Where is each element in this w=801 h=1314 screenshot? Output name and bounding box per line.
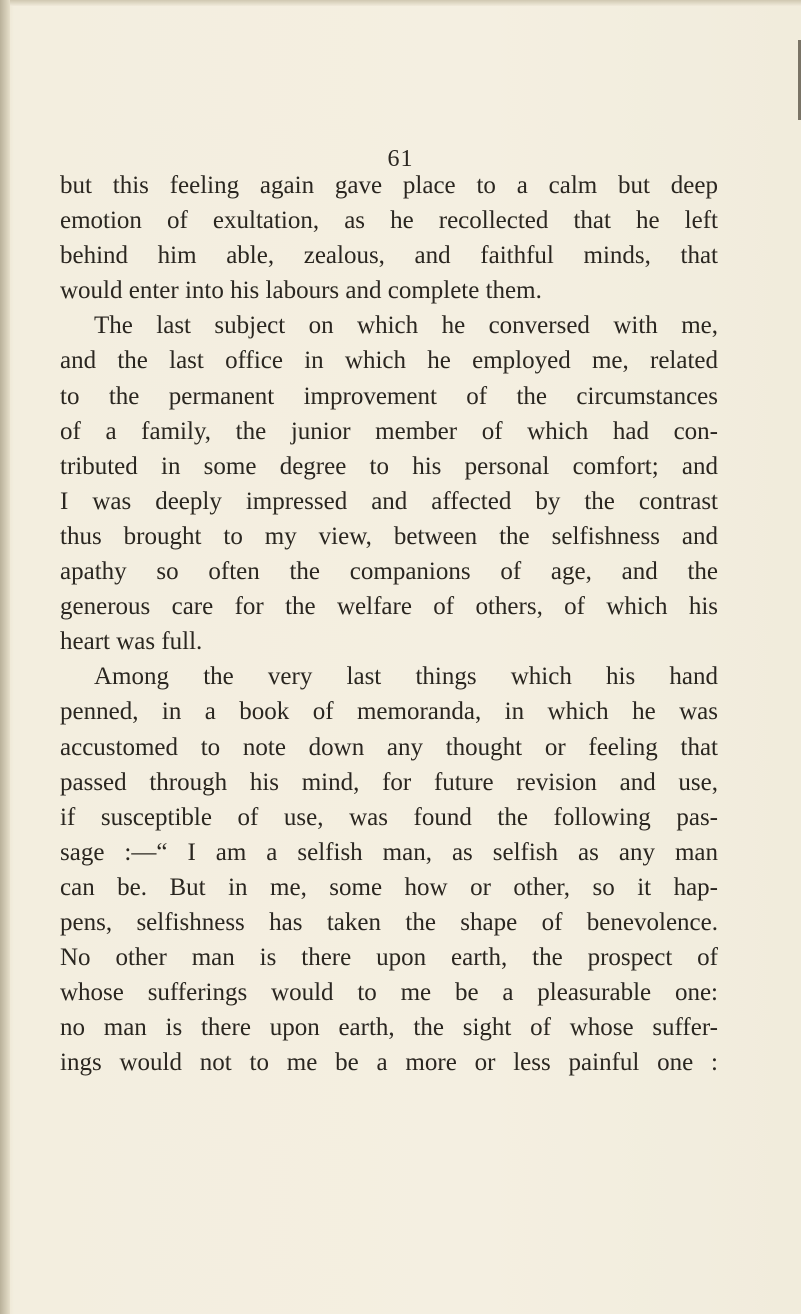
body-text <box>60 168 718 1080</box>
text-line: penned, in a book of memoranda, in which he was <box>60 698 718 726</box>
text-line: would enter into his labours and complete them. <box>60 277 542 305</box>
text-line: sage :—“ I am a selfish man, as selfish as any man <box>60 838 718 866</box>
text-line: No other man is there upon earth, the prospect of <box>60 944 718 972</box>
text-line: no man is there upon earth, the sight of whose suffer- <box>60 1014 718 1042</box>
text-line: behind him able, zealous, and faithful minds, that <box>60 242 718 270</box>
text-line: passed through his mind, for future revision and use, <box>60 768 718 796</box>
text-line: if susceptible of use, was found the following pas- <box>60 803 718 831</box>
text-line: heart was full. <box>60 628 203 656</box>
page-binding-edge <box>0 0 10 1314</box>
text-line: I was deeply impressed and affected by the contrast <box>60 487 718 515</box>
text-line: of a family, the junior member of which had con- <box>60 417 718 445</box>
text-line: whose sufferings would to me be a pleasurable one: <box>60 979 718 1007</box>
text-line: ings would not to me be a more or less painful one : <box>60 1049 718 1077</box>
text-line: and the last office in which he employed me, related <box>60 347 718 375</box>
text-line: accustomed to note down any thought or feeling that <box>60 733 718 761</box>
text-line: can be. But in me, some how or other, so it hap- <box>60 873 718 901</box>
text-line: tributed in some degree to his personal comfort; and <box>60 452 718 480</box>
page-top-edge <box>0 0 801 6</box>
text-line: emotion of exultation, as he recollected that he left <box>60 207 718 235</box>
text-line: thus brought to my view, between the selfishness and <box>60 522 718 550</box>
text-line: to the permanent improvement of the circumstances <box>60 382 718 410</box>
text-line: generous care for the welfare of others, of which his <box>60 593 718 621</box>
text-line: but this feeling again gave place to a calm but deep <box>60 172 718 199</box>
text-line: pens, selfishness has taken the shape of benevolence. <box>60 908 718 936</box>
paragraph-start-line: Among the very last things which his hand <box>94 663 718 691</box>
paragraph-start-line: The last subject on which he conversed with me, <box>94 312 718 340</box>
page-number: 61 <box>387 146 414 172</box>
text-line: apathy so often the companions of age, and the <box>60 558 718 586</box>
